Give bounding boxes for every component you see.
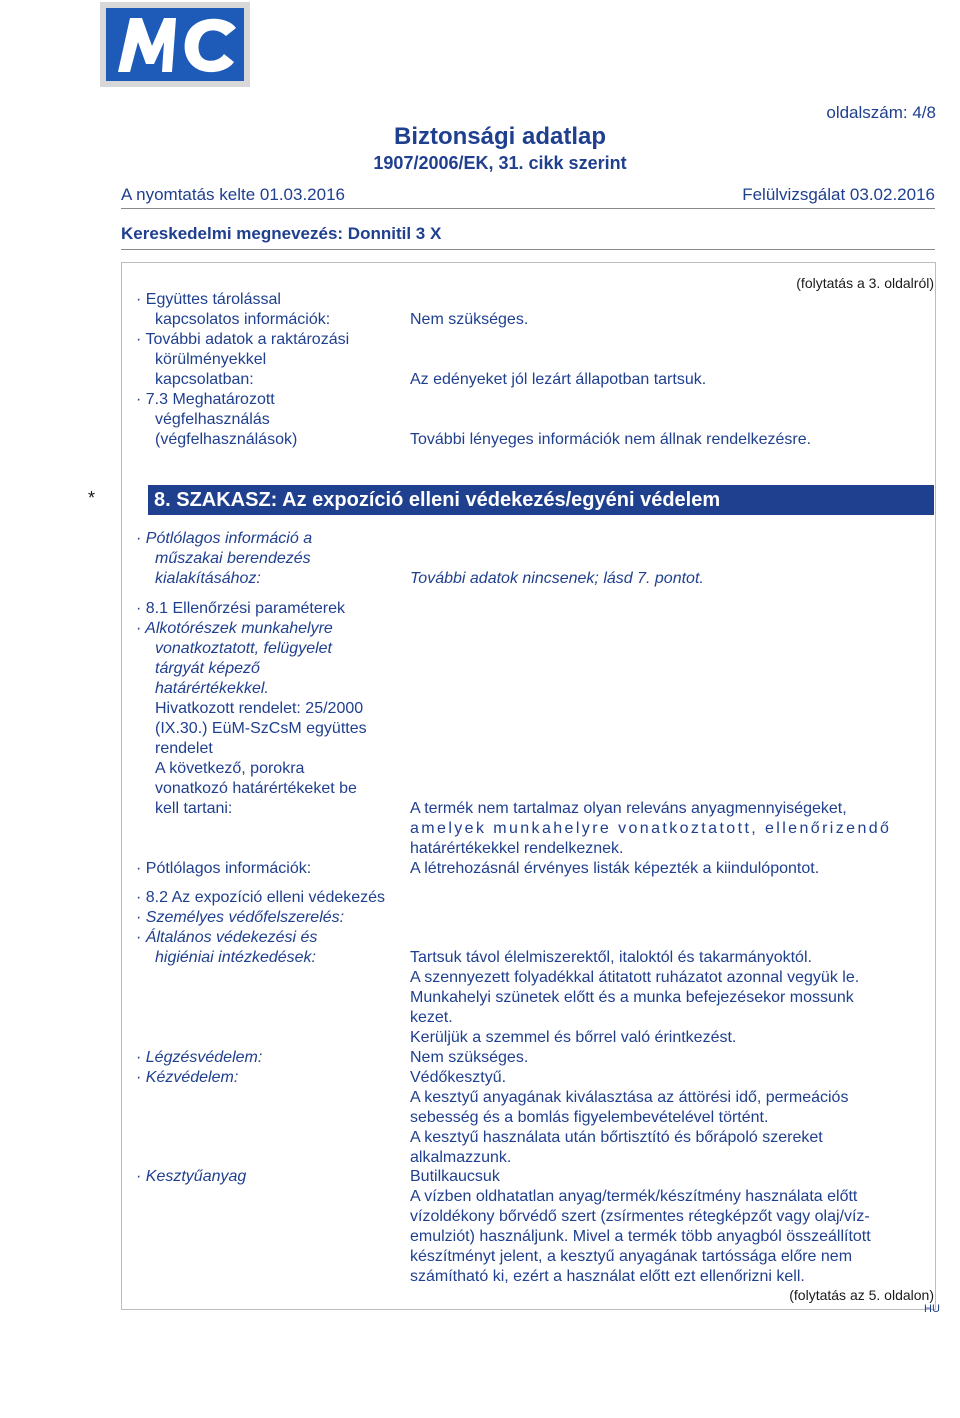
further-storage-value: Az edényeket jól lezárt állapotban tartsuk. xyxy=(410,371,707,388)
hygiene-value-2: A szennyezett folyadékkal átitatott ruházatot azonnal vegyük le. xyxy=(410,969,860,986)
document-title: Biztonsági adatlap xyxy=(393,123,607,150)
glove-material-label: · Kesztyűanyag xyxy=(136,1168,247,1185)
header-divider xyxy=(121,208,935,209)
design-label-1: · Pótlólagos információ a xyxy=(136,530,313,547)
exposure-controls-heading: · 8.2 Az expozíció elleni védekezés xyxy=(136,889,386,906)
respiratory-label: · Légzésvédelem: xyxy=(136,1049,263,1066)
dust-limits-line-2: vonatkozó határértékeket be xyxy=(155,780,357,797)
section-8-heading xyxy=(148,485,934,515)
glove-material-value-3: vízoldékony bőrvédő szert (zsírmentes rétegképzőt vagy olaj/víz- xyxy=(410,1208,870,1225)
document-subtitle: 1907/2006/EK, 31. cikk szerint xyxy=(373,153,627,173)
regulation-line-3: rendelet xyxy=(155,740,213,757)
further-storage-label-2: körülményekkel xyxy=(155,351,267,368)
joint-storage-label-1: · Együttes tárolással xyxy=(136,291,281,308)
hygiene-value-3: Munkahelyi szünetek előtt és a munka befejezésekor mossunk xyxy=(410,989,854,1006)
further-storage-label-1: · További adatok a raktározási xyxy=(136,331,350,348)
page-number: oldalszám: 4/8 xyxy=(826,103,936,122)
glove-material-value-5: készítményt jelent, a kesztyű anyagának tartóssága előre nem xyxy=(410,1248,853,1265)
hand-protection-value-2: A kesztyű anyagának kiválasztása az áttörési idő, permeációs xyxy=(410,1089,849,1106)
design-value: További adatok nincsenek; lásd 7. pontot. xyxy=(410,570,704,587)
joint-storage-value: Nem szükséges. xyxy=(410,311,529,328)
trade-name-divider xyxy=(121,249,935,250)
company-logo xyxy=(100,2,250,87)
mc-logo-icon xyxy=(100,2,250,87)
hand-protection-label: · Kézvédelem: xyxy=(136,1069,239,1086)
hygiene-value-4: kezet. xyxy=(410,1009,453,1026)
regulation-line-2: (IX.30.) EüM-SzCsM együttes xyxy=(155,720,367,737)
end-use-value: További lényeges információk nem állnak rendelkezésre. xyxy=(410,431,812,448)
glove-material-value-4: emulziót) használjunk. Mivel a termék több anyagból összeállított xyxy=(410,1228,871,1245)
limits-value-line-3: határértékekkel rendelkeznek. xyxy=(410,840,624,857)
glove-material-value-1: Butilkaucsuk xyxy=(410,1168,500,1185)
respiratory-value: Nem szükséges. xyxy=(410,1049,529,1066)
design-label-3: kialakításához: xyxy=(155,570,261,587)
continuation-to: (folytatás az 5. oldalon) xyxy=(789,1287,934,1303)
hand-protection-value-3: sebesség és a bomlás figyelembevételével történt. xyxy=(410,1109,769,1126)
hygiene-label-1: · Általános védekezési és xyxy=(136,929,318,946)
end-use-label-3: (végfelhasználások) xyxy=(155,431,298,448)
components-label-4: határértékekkel. xyxy=(155,680,269,697)
ppe-heading: · Személyes védőfelszerelés: xyxy=(136,909,345,926)
hand-protection-value-4: A kesztyű használata után bőrtisztító és bőrápoló szereket xyxy=(410,1129,823,1146)
components-label-1: · Alkotórészek munkahelyre xyxy=(136,620,333,637)
joint-storage-label-2: kapcsolatos információk: xyxy=(155,311,331,328)
hand-protection-value-5: alkalmazzunk. xyxy=(410,1149,512,1166)
limits-value-line-2: amelyek munkahelyre vonatkoztatott, ellenőrizendő xyxy=(410,820,892,837)
end-use-label-1: · 7.3 Meghatározott xyxy=(136,391,275,408)
revision-date: Felülvizsgálat 03.02.2016 xyxy=(742,185,935,204)
hygiene-value-5: Kerüljük a szemmel és bőrrel való érintkezést. xyxy=(410,1029,737,1046)
trade-name: Kereskedelmi megnevezés: Donnitil 3 X xyxy=(121,224,442,243)
language-code: HU xyxy=(924,1303,940,1315)
further-storage-label-3: kapcsolatban: xyxy=(155,371,254,388)
components-label-2: vonatkoztatott, felügyelet xyxy=(155,640,332,657)
components-label-3: tárgyát képező xyxy=(155,660,260,677)
additional-info-value: A létrehozásnál érvényes listák képezték a kiindulópontot. xyxy=(410,860,820,877)
print-date: A nyomtatás kelte 01.03.2016 xyxy=(121,185,345,204)
regulation-line-1: Hivatkozott rendelet: 25/2000 xyxy=(155,700,364,717)
hygiene-label-2: higiéniai intézkedések: xyxy=(155,949,316,966)
revision-marker: * xyxy=(88,488,96,508)
additional-info-label: · Pótlólagos információk: xyxy=(136,860,312,877)
hand-protection-value-1: Védőkesztyű. xyxy=(410,1069,507,1086)
dust-limits-line-3: kell tartani: xyxy=(155,800,233,817)
section-8-heading-text: 8. SZAKASZ: Az expozíció elleni védekezés/egyéni védelem xyxy=(154,489,721,511)
hygiene-value-1: Tartsuk távol élelmiszerektől, italoktól és takarmányoktól. xyxy=(410,949,812,966)
end-use-label-2: végfelhasználás xyxy=(155,411,270,428)
dust-limits-line-1: A következő, porokra xyxy=(155,760,305,777)
limits-value-line-1: A termék nem tartalmaz olyan releváns anyagmennyiségeket, xyxy=(410,800,847,817)
control-parameters-heading: · 8.1 Ellenőrzési paraméterek xyxy=(136,600,345,617)
glove-material-value-2: A vízben oldhatatlan anyag/termék/készítmény használata előtt xyxy=(410,1188,858,1205)
continuation-from: (folytatás a 3. oldalról) xyxy=(796,275,934,291)
glove-material-value-6: számítható ki, ezért a használat előtt ezt ellenőrizni kell. xyxy=(410,1268,805,1285)
design-label-2: műszakai berendezés xyxy=(155,550,311,567)
